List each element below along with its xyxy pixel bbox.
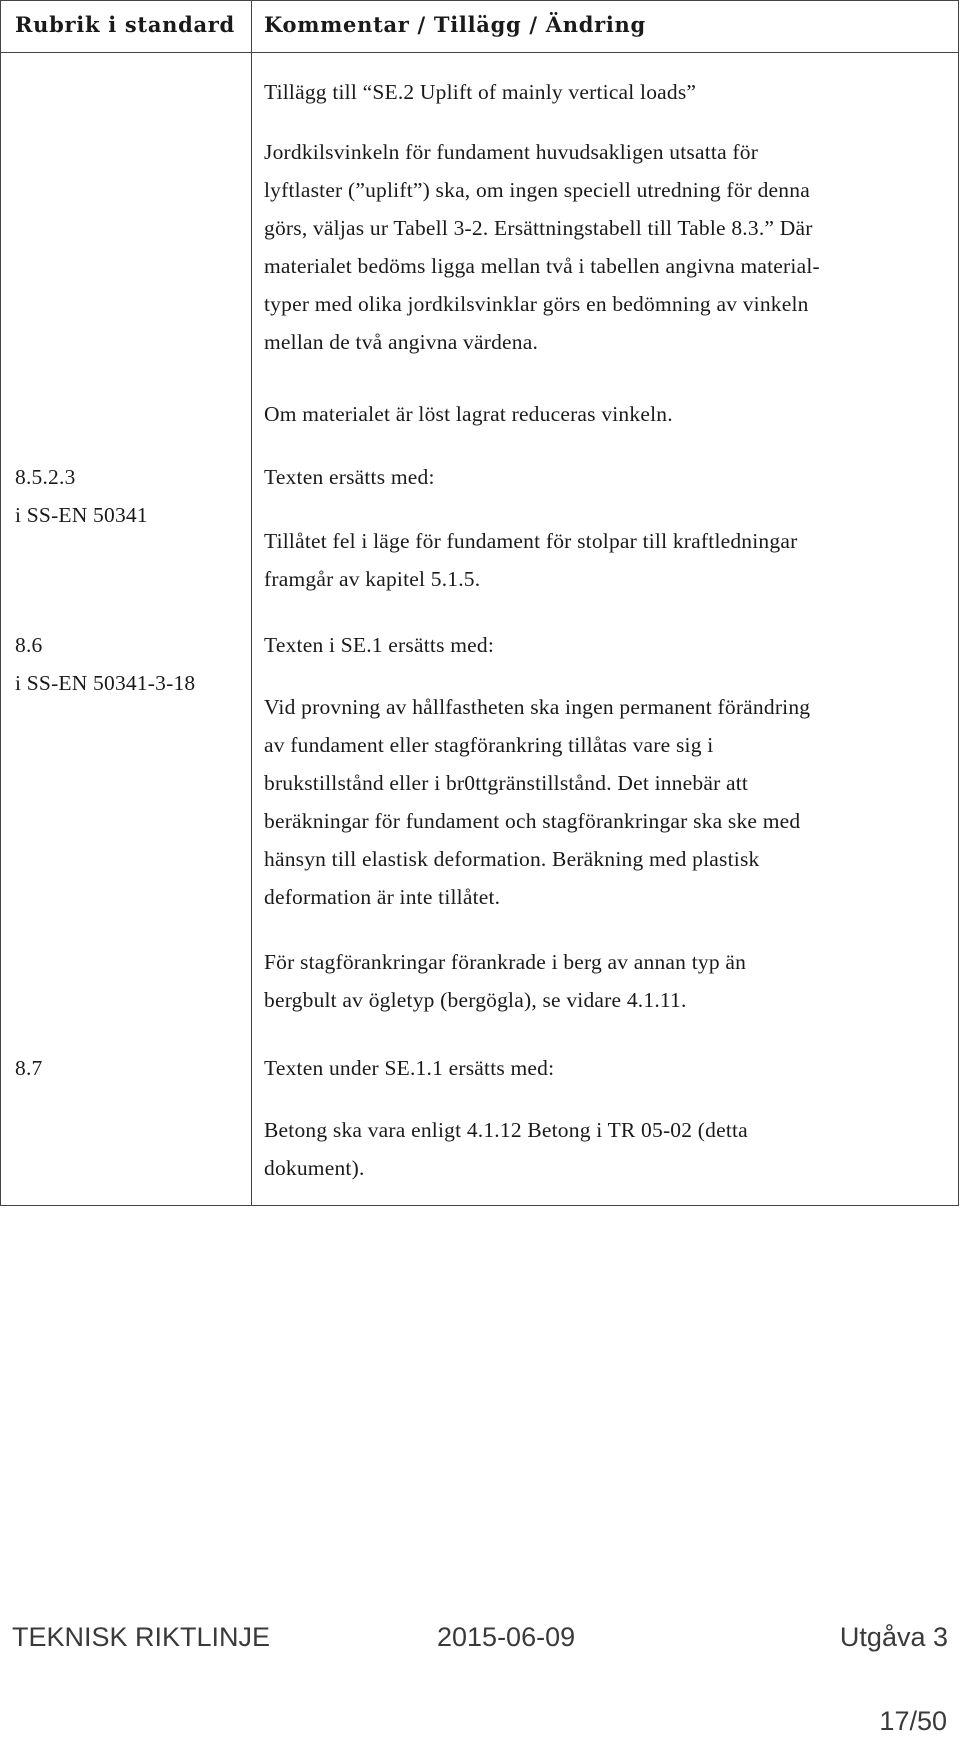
row3-reference: 8.7 bbox=[15, 1056, 43, 1080]
row0-paragraph2: Om materialet är löst lagrat reduceras vinkeln. bbox=[264, 402, 673, 426]
table-header-row bbox=[1, 1, 958, 53]
footer-date: 2015-06-09 bbox=[437, 1622, 576, 1652]
page-footer bbox=[12, 1622, 948, 1662]
page-number: 17/50 bbox=[879, 1706, 947, 1736]
row1-paragraph0: Texten ersätts med: bbox=[264, 465, 435, 489]
footer-edition: Utgåva 3 bbox=[839, 1622, 948, 1652]
row1-paragraph1: Tillåtet fel i läge för fundament för stolpar till kraftledningar framgår av kapitel 5.1.5. bbox=[264, 529, 798, 591]
footer-doc-type: TEKNISK RIKTLINJE bbox=[12, 1622, 271, 1652]
row0-paragraph0: Tillägg till “SE.2 Uplift of mainly vertical loads” bbox=[264, 80, 697, 104]
header-kommentar: Kommentar / Tillägg / Ändring bbox=[264, 12, 646, 37]
row3-paragraph1: Betong ska vara enligt 4.1.12 Betong i TR 05-02 (detta dokument). bbox=[264, 1118, 748, 1180]
row2-reference: 8.6 i SS-EN 50341-3-18 bbox=[15, 633, 196, 695]
row3-paragraph0: Texten under SE.1.1 ersätts med: bbox=[264, 1056, 555, 1080]
row1-reference: 8.5.2.3 i SS-EN 50341 bbox=[15, 465, 148, 527]
row2-paragraph1: Vid provning av hållfastheten ska ingen permanent förändring av fundament eller stagförankring tillåtas vare sig i brukstillstånd eller i br0ttgränstillstånd. Det innebär att beräkningar för fundament och stagförankringar ska ske med hänsyn till elastisk deformation. Beräkning med plastisk deformation är inte tillåtet. bbox=[264, 695, 811, 909]
row2-paragraph0: Texten i SE.1 ersätts med: bbox=[264, 633, 494, 657]
row0-paragraph1: Jordkilsvinkeln för fundament huvudsakligen utsatta för lyftlaster (”uplift”) ska, om ingen speciell utredning för denna görs, väljas ur Tabell 3-2. Ersättningstabell till Table 8.3.” Där materialet bedöms ligga mellan två i tabellen angivna material- typer med olika jordkilsvinklar görs en bedömning av vinkeln mellan de två angivna värdena. bbox=[264, 140, 820, 354]
row2-paragraph2: För stagförankringar förankrade i berg av annan typ än bergbult av ögletyp (bergögla), se vidare 4.1.11. bbox=[264, 950, 747, 1012]
column-divider bbox=[251, 1, 252, 1205]
header-rubrik: Rubrik i standard bbox=[15, 12, 235, 37]
